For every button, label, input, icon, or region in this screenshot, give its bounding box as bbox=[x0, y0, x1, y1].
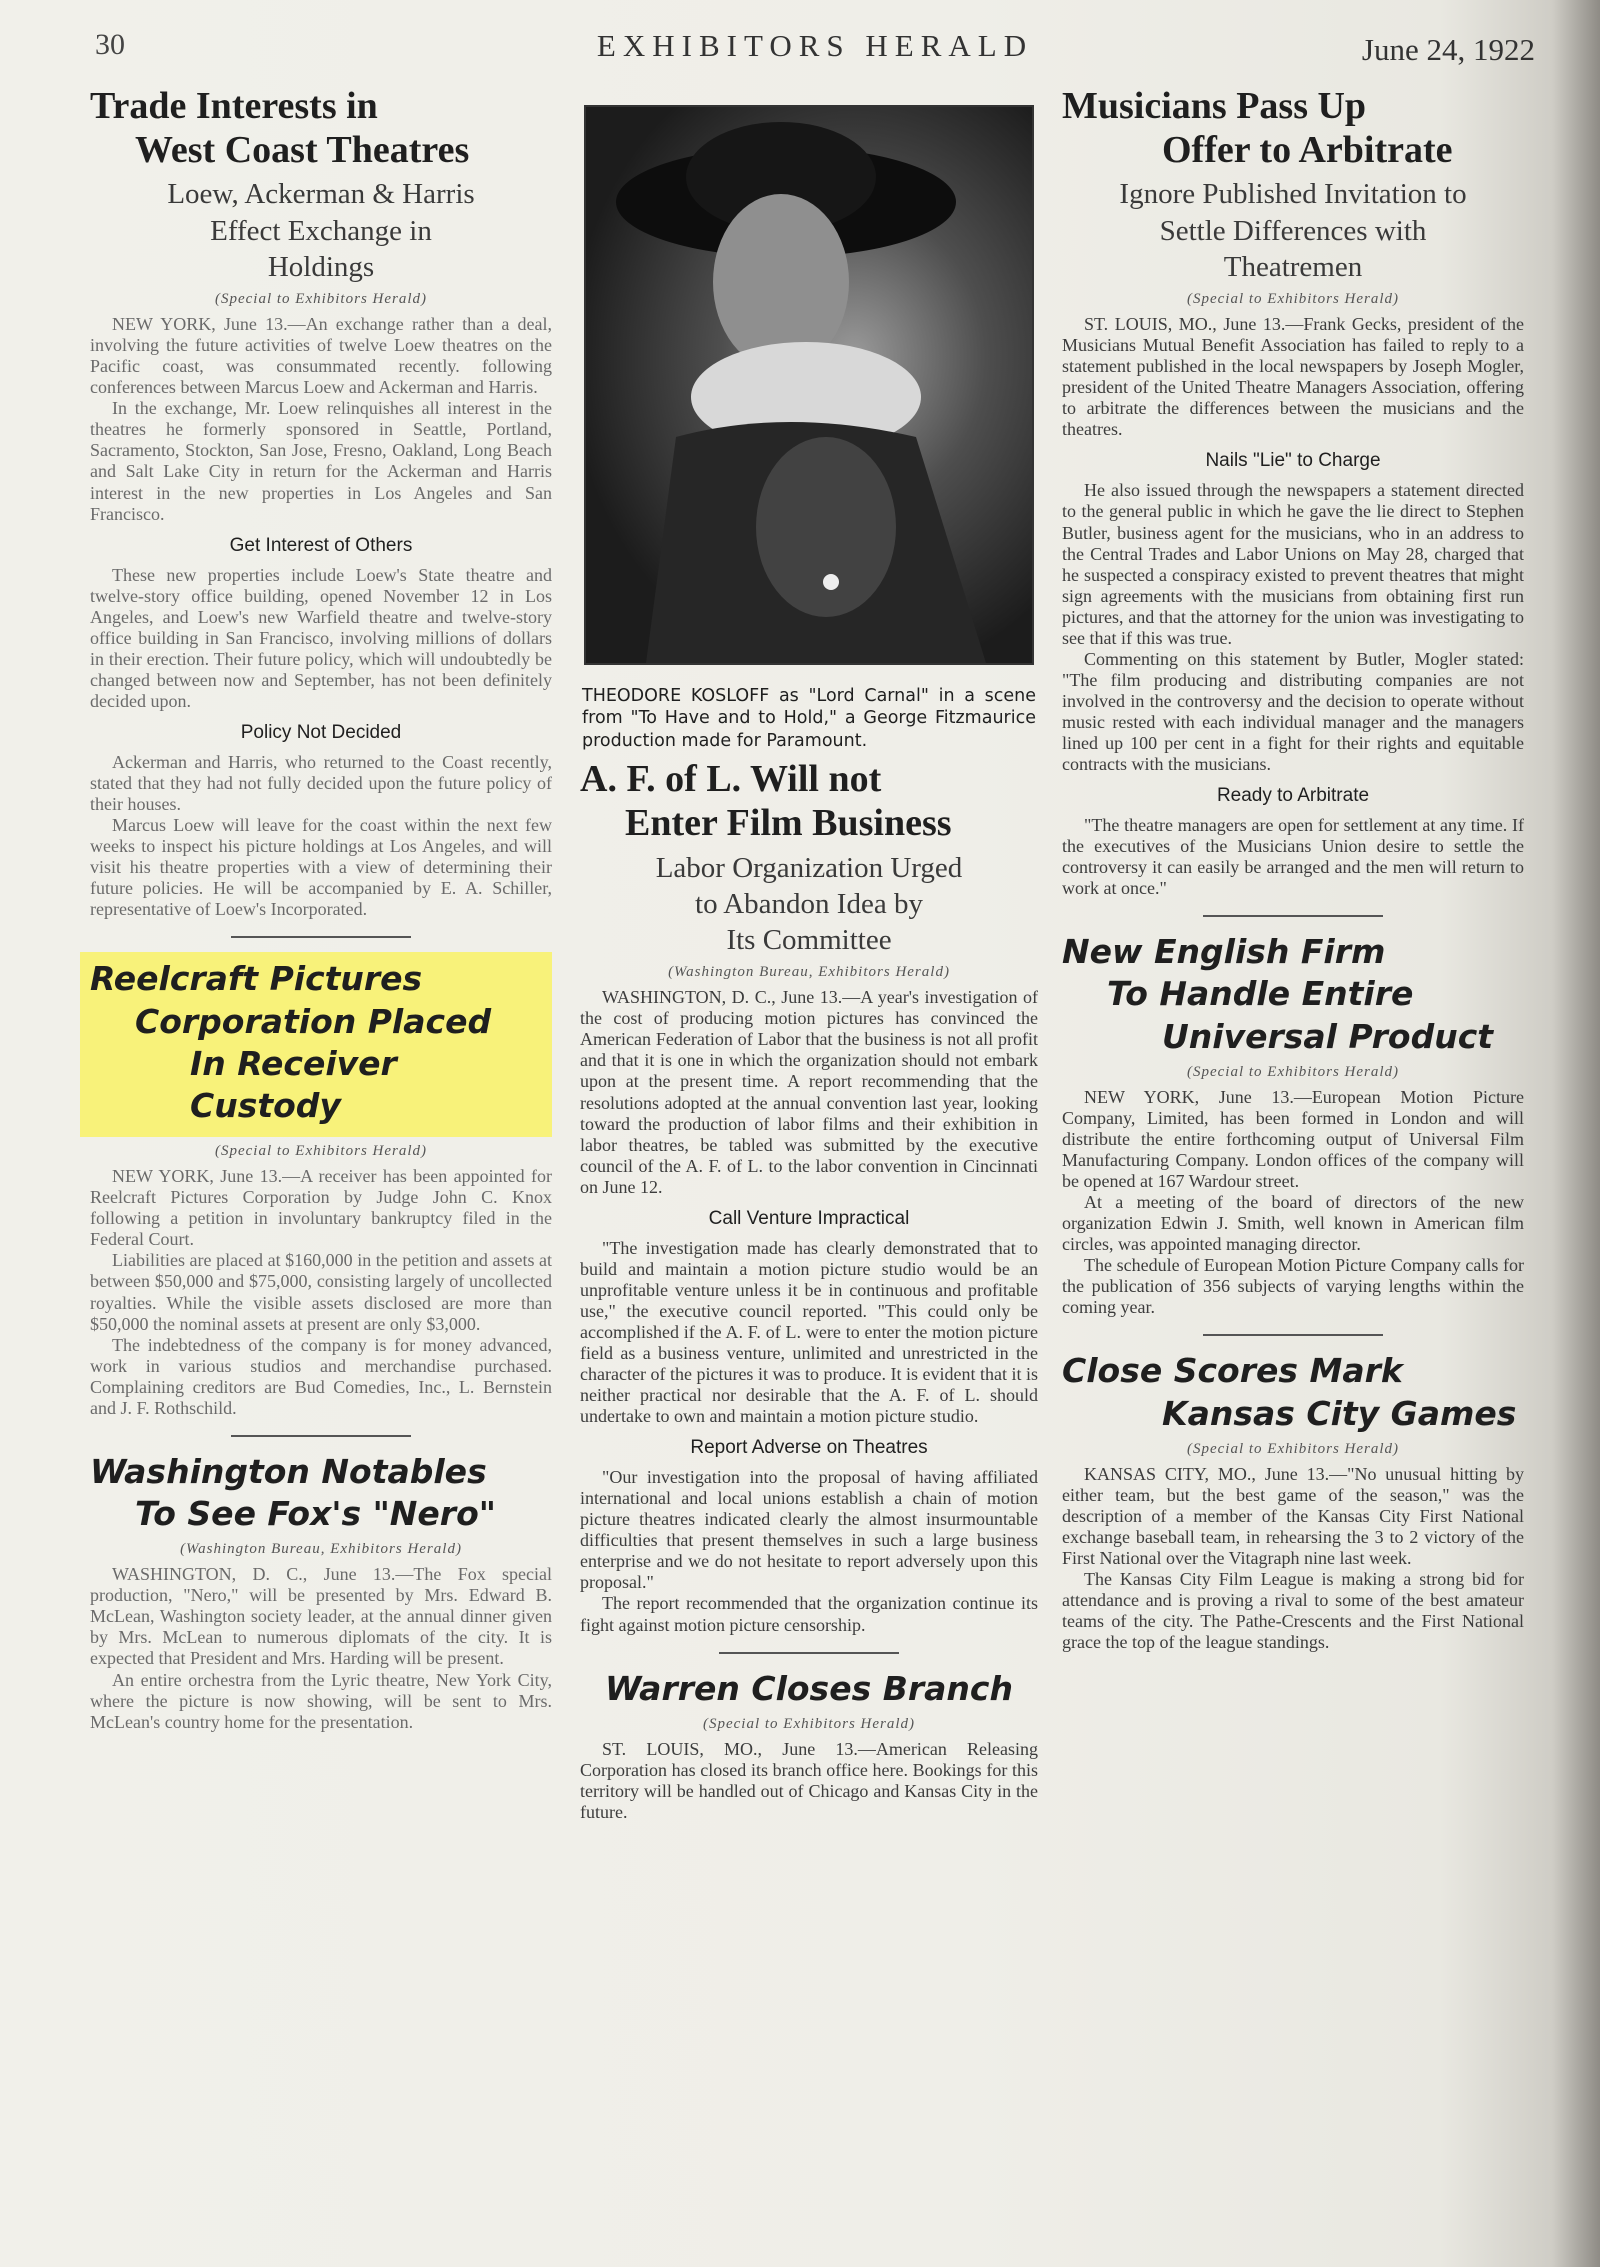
headline bbox=[90, 958, 544, 1127]
paragraph: KANSAS CITY, MO., June 13.—"No unusual hitting by either team, but the best game of the season," was the description of a member of the Kansas City First National exchange baseball team, in rehearsing the 3 to 2 victory of the First National over the Vitagraph nine last week. bbox=[1062, 1463, 1524, 1569]
headline-line: Kansas City Games bbox=[1162, 1393, 1517, 1433]
paragraph: WASHINGTON, D. C., June 13.—A year's investigation of the cost of producing motion pictures has convinced the American Federation of Labor that the business is not all profit and that it is one in which the organization should not embark upon at the present time. A report recommending that the resolutions adopted at the annual convention last year, looking toward the production of labor films and their exhibition in labor theatres, be tabled was submitted by the executive council of the A. F. of L. to the labor convention in Cincinnati on June 12. bbox=[580, 987, 1038, 1197]
paragraph: He also issued through the newspapers a statement directed to the general public in which he gave the lie direct to Stephen Butler, business agent for the musicians, who in an address to the Central Trades and Labor Unions on May 28, charged that he suspected a conspiracy existed to prevent theatres that might sign agreements with the musicians from obtaining first run pictures, and that the attorney for the union was investigating to see that if this was true. bbox=[1062, 480, 1524, 648]
source-credit: (Special to Exhibitors Herald) bbox=[1186, 291, 1400, 308]
source-credit: (Washington Bureau, Exhibitors Herald) bbox=[668, 964, 950, 981]
masthead: EXHIBITORS HERALD bbox=[596, 28, 1034, 63]
paragraph: "Our investigation into the proposal of having affiliated international and local unions establish a chain of motion picture theatres indicated clearly the almost insurmountable difficulties that present themselves in such a large business enterprise and we do not hesitate to report adversely upon this proposal." bbox=[580, 1467, 1038, 1593]
headline-line: A. F. of L. Will not bbox=[580, 758, 882, 801]
headline-line: Universal Product bbox=[1162, 1016, 1494, 1056]
headline bbox=[90, 1451, 552, 1535]
paragraph: NEW YORK, June 13.—An exchange rather than a deal, involving the future activities of twelve Loew theatres on the Pacific coast, was consummated recently. following conferences between Marcus Loew and Ackerman and Harris. bbox=[90, 314, 552, 398]
highlighted-headline bbox=[80, 952, 552, 1137]
headline bbox=[580, 758, 1038, 845]
divider bbox=[231, 1435, 411, 1437]
paragraph: ST. LOUIS, MO., June 13.—Frank Gecks, president of the Musicians Mutual Benefit Association has failed to reply to a statement published in the local newspapers by Joseph Mogler, president of the United Theatre Managers Association, offering to arbitrate the differences between the musicians and the theatres. bbox=[1062, 314, 1524, 440]
subheadline bbox=[580, 850, 1038, 959]
paragraph: At a meeting of the board of directors of the new organization Edwin J. Smith, well known in American film circles, was appointed managing director. bbox=[1062, 1192, 1524, 1255]
costume-highlight bbox=[756, 437, 896, 617]
subheadline bbox=[90, 176, 552, 285]
headline-line: Offer to Arbitrate bbox=[1162, 128, 1453, 171]
headline bbox=[1062, 931, 1524, 1058]
section-subhead: Ready to Arbitrate bbox=[1216, 785, 1370, 807]
paragraph: In the exchange, Mr. Loew relinquishes all interest in the theatres he formerly sponsored in Seattle, Portland, Sacramento, Stockton, San Jose, Fresno, Oakland, Long Beach and Salt Lake City in return for the Ackerman and Harris interest in the new properties in Los Angeles and San Francisco. bbox=[90, 398, 552, 524]
section-subhead: Call Venture Impractical bbox=[708, 1207, 910, 1229]
source-credit: (Special to Exhibitors Herald) bbox=[214, 291, 428, 308]
headline-line: Enter Film Business bbox=[625, 801, 952, 844]
subheadline-line: to Abandon Idea by bbox=[695, 887, 923, 920]
column-1 bbox=[90, 85, 552, 1733]
paragraph: ST. LOUIS, MO., June 13.—American Releasing Corporation has closed its branch office here. Bookings for this territory will be handled out of Chicago and Kansas City in the future. bbox=[580, 1738, 1038, 1822]
section-subhead: Get Interest of Others bbox=[229, 534, 413, 556]
paragraph: NEW YORK, June 13.—European Motion Picture Company, Limited, has been formed in London and will distribute the entire forthcoming output of Universal Film Manufacturing Company. London offices of the company will be opened at 167 Wardour street. bbox=[1062, 1086, 1524, 1192]
paragraph: Commenting on this statement by Butler, Mogler stated: "The film producing and distributing companies are not involved in the controversy and the decision to operate without music rested with each individual manager and the managers lined up 100 per cent in a fight for their rights and equitable contracts with the musicians. bbox=[1062, 648, 1524, 775]
headline-line: New English Firm bbox=[1062, 932, 1386, 972]
column-2 bbox=[580, 85, 1038, 1823]
headline bbox=[1062, 85, 1524, 172]
article-body bbox=[1062, 1464, 1524, 1653]
headline bbox=[580, 1668, 1038, 1710]
paragraph: Marcus Loew will leave for the coast within the next few weeks to inspect his picture holdings at Los Angeles, and will visit his theatre properties with a view of determining their future policies. He will be accompanied by E. A. Schiller, representative of Loew's Incorporated. bbox=[90, 815, 552, 920]
article-body bbox=[1062, 314, 1524, 899]
article-trade-interests bbox=[90, 85, 552, 920]
source-credit: (Special to Exhibitors Herald) bbox=[702, 1715, 916, 1732]
paragraph: These new properties include Loew's State theatre and twelve-story office building, opened November 12 in Los Angeles, and Loew's new Warfield theatre and twelve-story office building in San Francisco, involving millions of dollars in their erection. Their future policy, which will undoubtedly be changed between now and September, has not been definitely decided upon. bbox=[90, 564, 552, 711]
paragraph: The Kansas City Film League is making a strong bid for attendance and is proving a rival to some of the best amateur teams of the city. The Pathe-Crescents and the First National grace the top of the league standings. bbox=[1062, 1569, 1524, 1653]
page-header bbox=[95, 28, 1535, 78]
subheadline-line: Effect Exchange in bbox=[210, 214, 432, 247]
photo-theodore-kosloff bbox=[584, 105, 1034, 665]
article-new-english-firm bbox=[1062, 931, 1524, 1318]
divider bbox=[231, 936, 411, 938]
section-subhead: Report Adverse on Theatres bbox=[690, 1437, 928, 1459]
column-3 bbox=[1062, 85, 1524, 1653]
paragraph: The report recommended that the organization continue its fight against motion picture censorship. bbox=[580, 1593, 1038, 1635]
issue-date: June 24, 1922 bbox=[1361, 32, 1535, 67]
divider bbox=[1203, 915, 1383, 917]
paragraph: An entire orchestra from the Lyric theatre, New York City, where the picture is now showing, will be sent to Mrs. McLean's country home for the presentation. bbox=[90, 1669, 552, 1732]
subheadline-line: Settle Differences with bbox=[1159, 214, 1427, 247]
divider bbox=[1203, 1334, 1383, 1336]
paragraph: Ackerman and Harris, who returned to the Coast recently, stated that they had not fully decided upon the future policy of their houses. bbox=[90, 751, 552, 815]
article-kansas-city bbox=[1062, 1350, 1524, 1653]
headline-line: To See Fox's "Nero" bbox=[135, 1494, 496, 1534]
photo-caption: THEODORE KOSLOFF as "Lord Carnal" in a scene from "To Have and to Hold," a George Fitzmaurice production made for Paramount. bbox=[582, 686, 1036, 751]
article-body bbox=[90, 1166, 552, 1419]
article-body bbox=[580, 987, 1038, 1635]
paragraph: "The theatre managers are open for settlement at any time. If the executives of the Musicians Union desire to settle the controversy it can easily be arranged and the men will return to work at once." bbox=[1062, 815, 1524, 899]
article-body bbox=[580, 1739, 1038, 1823]
headline-line: Warren Closes Branch bbox=[605, 1668, 1013, 1708]
article-musicians bbox=[1062, 85, 1524, 899]
article-body bbox=[1062, 1087, 1524, 1319]
headline-line: Reelcraft Pictures bbox=[90, 959, 423, 999]
paragraph: NEW YORK, June 13.—A receiver has been appointed for Reelcraft Pictures Corporation by Judge John C. Knox following a petition in involuntary bankruptcy filed in the Federal Court. bbox=[90, 1166, 552, 1250]
subheadline bbox=[1062, 176, 1524, 285]
source-credit: (Washington Bureau, Exhibitors Herald) bbox=[180, 1541, 462, 1558]
paragraph: The schedule of European Motion Picture Company calls for the publication of 356 subjects of varying lengths within the coming year. bbox=[1062, 1255, 1524, 1318]
subheadline-line: Loew, Ackerman & Harris bbox=[167, 178, 475, 211]
source-credit: (Special to Exhibitors Herald) bbox=[1186, 1440, 1400, 1457]
subheadline-line: Holdings bbox=[267, 250, 375, 283]
paragraph: Liabilities are placed at $160,000 in the petition and assets at between $50,000 and $75,000, consisting largely of uncollected royalties. While the visible assets disclosed are more than $50,000 the nominal assets at present are only $3,000. bbox=[90, 1250, 552, 1334]
article-reelcraft bbox=[90, 952, 552, 1419]
subheadline-line: Ignore Published Invitation to bbox=[1119, 178, 1467, 211]
headline-line: Musicians Pass Up bbox=[1062, 85, 1367, 127]
headline-line: Corporation Placed bbox=[135, 1001, 492, 1041]
article-warren bbox=[580, 1668, 1038, 1823]
article-afl bbox=[580, 758, 1038, 1635]
page-number: 30 bbox=[95, 28, 125, 61]
button bbox=[823, 574, 839, 590]
divider bbox=[719, 1652, 899, 1654]
headline bbox=[90, 85, 552, 172]
headline-line: Trade Interests in bbox=[90, 85, 378, 127]
headline-line: In Receiver Custody bbox=[190, 1043, 397, 1125]
source-credit: (Special to Exhibitors Herald) bbox=[1186, 1063, 1400, 1080]
headline-line: To Handle Entire bbox=[1107, 974, 1414, 1014]
headline bbox=[1062, 1350, 1524, 1434]
article-body bbox=[90, 1564, 552, 1732]
headline-line: Washington Notables bbox=[90, 1451, 487, 1491]
portrait-illustration bbox=[586, 107, 1032, 663]
article-body bbox=[90, 314, 552, 920]
subheadline-line: Its Committee bbox=[726, 924, 892, 957]
article-washington-notables bbox=[90, 1451, 552, 1733]
headline-line: Close Scores Mark bbox=[1062, 1351, 1403, 1391]
headline-line: West Coast Theatres bbox=[135, 128, 470, 171]
subheadline-line: Theatremen bbox=[1223, 250, 1363, 283]
source-credit: (Special to Exhibitors Herald) bbox=[214, 1143, 428, 1160]
paragraph: WASHINGTON, D. C., June 13.—The Fox special production, "Nero," will be presented by Mrs. Edward B. McLean, Washington society leader, at the annual dinner given by Mrs. McLean to numerous diplomats of the city. It is expected that President and Mrs. Harding will be present. bbox=[90, 1564, 552, 1669]
paragraph: The indebtedness of the company is for money advanced, work in various studios and merchandise purchased. Complaining creditors are Bud Comedies, Inc., L. Bernstein and J. F. Rothschild. bbox=[90, 1334, 552, 1418]
section-subhead: Policy Not Decided bbox=[240, 721, 402, 743]
paragraph: "The investigation made has clearly demonstrated that to build and maintain a motion picture studio would be an unprofitable venture unless it be in continuous and profitable use," the executive council reported. "This could only be accomplished if the A. F. of L. were to enter the motion picture field as a business venture, unlimited and unrestricted in the character of the pictures it was to produce. It is evident that it is neither practical nor desirable that the A. F. of L. should undertake to own and maintain a motion picture studio. bbox=[580, 1237, 1038, 1427]
section-subhead: Nails "Lie" to Charge bbox=[1205, 450, 1381, 472]
subheadline-line: Labor Organization Urged bbox=[655, 851, 963, 884]
